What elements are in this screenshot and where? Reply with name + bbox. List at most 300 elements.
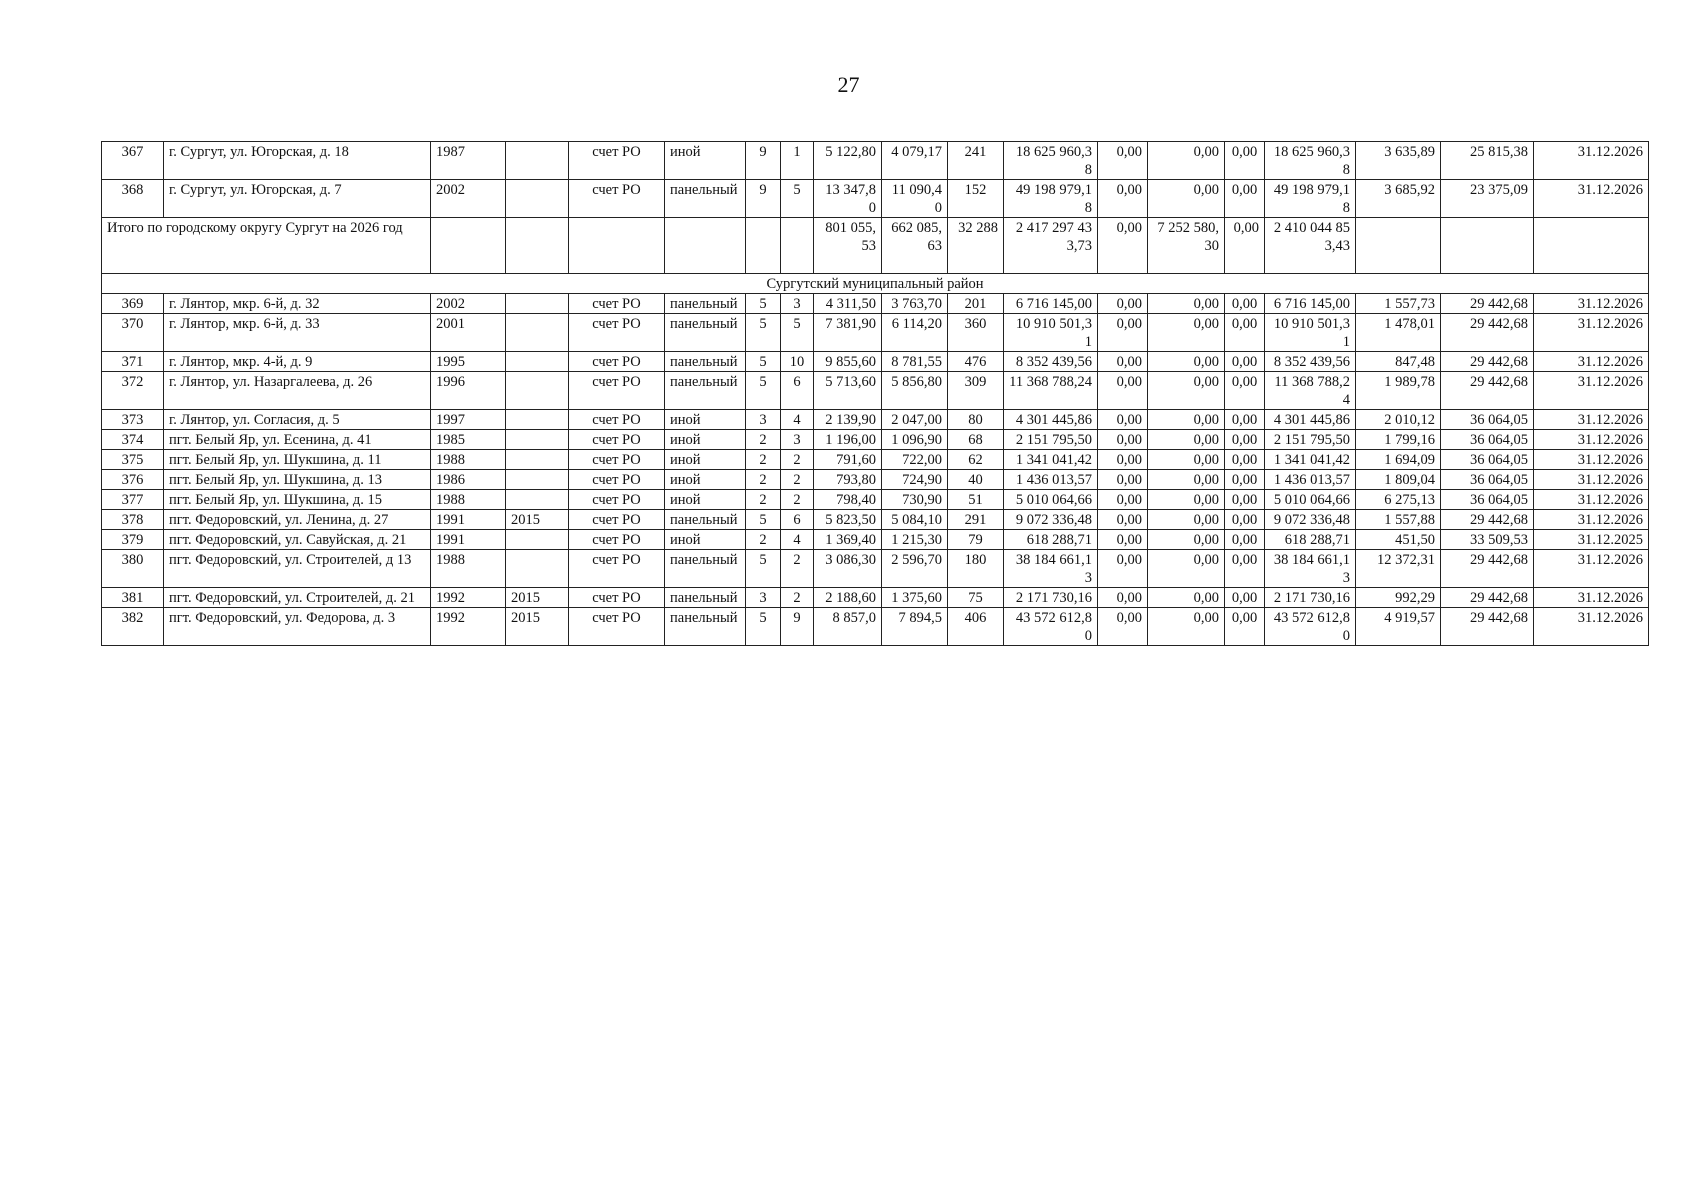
row-max-cost: 33 509,53	[1441, 530, 1534, 550]
row-material: панельный	[665, 510, 746, 530]
row-cost-budget: 0,00	[1148, 490, 1225, 510]
row-number: 377	[102, 490, 164, 510]
row-address: пгт. Белый Яр, ул. Есенина, д. 41	[164, 430, 431, 450]
row-area-living: 11 090,40	[882, 180, 948, 218]
row-area-living: 7 894,5	[882, 608, 948, 646]
row-residents: 360	[948, 314, 1004, 352]
row-area-living: 6 114,20	[882, 314, 948, 352]
row-max-cost: 36 064,05	[1441, 470, 1534, 490]
row-cost-fund: 0,00	[1098, 142, 1148, 180]
row-entrances: 2	[781, 490, 814, 510]
row-year-repair: 2015	[506, 608, 569, 646]
table-row	[102, 294, 1649, 314]
row-number: 371	[102, 352, 164, 372]
row-cost-fund: 0,00	[1098, 490, 1148, 510]
row-max-cost: 29 442,68	[1441, 608, 1534, 646]
row-cost-owners: 0,00	[1225, 314, 1265, 352]
row-max-cost: 29 442,68	[1441, 314, 1534, 352]
row-area-living: 722,00	[882, 450, 948, 470]
row-max-cost: 25 815,38	[1441, 142, 1534, 180]
row-area-living: 730,90	[882, 490, 948, 510]
row-year-repair: 2015	[506, 588, 569, 608]
row-max-cost: 29 442,68	[1441, 294, 1534, 314]
row-residents: 406	[948, 608, 1004, 646]
row-fund: счет РО	[569, 352, 665, 372]
row-area-living: 1 096,90	[882, 430, 948, 450]
row-max-cost: 36 064,05	[1441, 450, 1534, 470]
row-residents: 62	[948, 450, 1004, 470]
row-year: 1987	[431, 142, 506, 180]
row-spec-cost: 1 557,88	[1356, 510, 1441, 530]
row-address: г. Лянтор, мкр. 6-й, д. 32	[164, 294, 431, 314]
row-fund: счет РО	[569, 180, 665, 218]
table-row	[102, 430, 1649, 450]
row-material: иной	[665, 470, 746, 490]
row-year-repair	[506, 470, 569, 490]
row-cost-owners: 0,00	[1225, 352, 1265, 372]
row-cost-owners: 0,00	[1225, 510, 1265, 530]
row-fund: счет РО	[569, 530, 665, 550]
row-area-total: 798,40	[814, 490, 882, 510]
row-year: 2001	[431, 314, 506, 352]
row-number: 376	[102, 470, 164, 490]
row-fund: счет РО	[569, 510, 665, 530]
row-spec-cost: 992,29	[1356, 588, 1441, 608]
row-number: 372	[102, 372, 164, 410]
row-cost-fund: 0,00	[1098, 294, 1148, 314]
row-cost-budget: 0,00	[1148, 352, 1225, 372]
row-cost-total: 43 572 612,80	[1004, 608, 1098, 646]
row-cost-ro: 8 352 439,56	[1265, 352, 1356, 372]
row-spec-cost: 847,48	[1356, 352, 1441, 372]
row-area-living: 5 084,10	[882, 510, 948, 530]
total-cost-total: 2 417 297 433,73	[1004, 218, 1098, 274]
row-fund: счет РО	[569, 550, 665, 588]
row-cost-fund: 0,00	[1098, 510, 1148, 530]
row-entrances: 5	[781, 314, 814, 352]
row-cost-ro: 9 072 336,48	[1265, 510, 1356, 530]
row-area-living: 8 781,55	[882, 352, 948, 372]
table-row	[102, 372, 1649, 410]
row-year: 1996	[431, 372, 506, 410]
row-cost-owners: 0,00	[1225, 430, 1265, 450]
row-cost-total: 18 625 960,38	[1004, 142, 1098, 180]
row-cost-fund: 0,00	[1098, 180, 1148, 218]
row-floors: 3	[746, 410, 781, 430]
row-cost-ro: 43 572 612,80	[1265, 608, 1356, 646]
row-material: иной	[665, 490, 746, 510]
row-max-cost: 29 442,68	[1441, 352, 1534, 372]
row-residents: 51	[948, 490, 1004, 510]
row-area-living: 3 763,70	[882, 294, 948, 314]
row-cost-total: 38 184 661,13	[1004, 550, 1098, 588]
row-area-total: 1 369,40	[814, 530, 882, 550]
row-entrances: 5	[781, 180, 814, 218]
row-cost-fund: 0,00	[1098, 372, 1148, 410]
table-row	[102, 588, 1649, 608]
row-max-cost: 36 064,05	[1441, 490, 1534, 510]
row-cost-fund: 0,00	[1098, 314, 1148, 352]
row-fund: счет РО	[569, 314, 665, 352]
row-residents: 476	[948, 352, 1004, 372]
row-entrances: 9	[781, 608, 814, 646]
row-number: 368	[102, 180, 164, 218]
row-number: 379	[102, 530, 164, 550]
row-year-repair: 2015	[506, 510, 569, 530]
row-year: 1997	[431, 410, 506, 430]
row-cost-owners: 0,00	[1225, 550, 1265, 588]
row-address: пгт. Белый Яр, ул. Шукшина, д. 11	[164, 450, 431, 470]
row-cost-budget: 0,00	[1148, 588, 1225, 608]
row-spec-cost: 1 989,78	[1356, 372, 1441, 410]
row-residents: 80	[948, 410, 1004, 430]
row-year: 1988	[431, 550, 506, 588]
row-cost-total: 618 288,71	[1004, 530, 1098, 550]
row-material: панельный	[665, 588, 746, 608]
row-year-repair	[506, 410, 569, 430]
row-deadline: 31.12.2026	[1534, 372, 1649, 410]
row-area-living: 1 375,60	[882, 588, 948, 608]
total-area-total: 801 055,53	[814, 218, 882, 274]
row-entrances: 4	[781, 530, 814, 550]
row-cost-ro: 11 368 788,24	[1265, 372, 1356, 410]
row-entrances: 10	[781, 352, 814, 372]
row-fund: счет РО	[569, 490, 665, 510]
row-entrances: 1	[781, 142, 814, 180]
row-residents: 152	[948, 180, 1004, 218]
row-floors: 2	[746, 470, 781, 490]
row-deadline: 31.12.2026	[1534, 352, 1649, 372]
row-material: иной	[665, 530, 746, 550]
table-row	[102, 550, 1649, 588]
row-floors: 5	[746, 372, 781, 410]
row-area-living: 724,90	[882, 470, 948, 490]
total-cost-budget: 7 252 580,30	[1148, 218, 1225, 274]
table-row	[102, 142, 1649, 180]
row-cost-budget: 0,00	[1148, 510, 1225, 530]
row-year-repair	[506, 430, 569, 450]
row-number: 382	[102, 608, 164, 646]
row-spec-cost: 1 478,01	[1356, 314, 1441, 352]
row-cost-ro: 10 910 501,31	[1265, 314, 1356, 352]
row-address: пгт. Федоровский, ул. Строителей, д. 21	[164, 588, 431, 608]
row-spec-cost: 4 919,57	[1356, 608, 1441, 646]
row-cost-ro: 2 151 795,50	[1265, 430, 1356, 450]
row-max-cost: 29 442,68	[1441, 550, 1534, 588]
row-floors: 3	[746, 588, 781, 608]
row-area-living: 4 079,17	[882, 142, 948, 180]
row-entrances: 2	[781, 550, 814, 588]
row-material: панельный	[665, 372, 746, 410]
row-cost-owners: 0,00	[1225, 450, 1265, 470]
row-cost-total: 10 910 501,31	[1004, 314, 1098, 352]
surgut-city-rows	[102, 142, 1649, 218]
row-entrances: 2	[781, 450, 814, 470]
row-fund: счет РО	[569, 450, 665, 470]
row-cost-total: 1 341 041,42	[1004, 450, 1098, 470]
row-entrances: 3	[781, 430, 814, 450]
table-row	[102, 180, 1649, 218]
table-row	[102, 530, 1649, 550]
row-cost-ro: 6 716 145,00	[1265, 294, 1356, 314]
row-spec-cost: 3 635,89	[1356, 142, 1441, 180]
row-entrances: 2	[781, 588, 814, 608]
row-year: 1991	[431, 530, 506, 550]
row-cost-owners: 0,00	[1225, 470, 1265, 490]
row-material: панельный	[665, 608, 746, 646]
row-cost-owners: 0,00	[1225, 530, 1265, 550]
row-area-total: 793,80	[814, 470, 882, 490]
row-area-living: 1 215,30	[882, 530, 948, 550]
row-area-total: 5 823,50	[814, 510, 882, 530]
row-address: пгт. Федоровский, ул. Ленина, д. 27	[164, 510, 431, 530]
row-area-total: 13 347,80	[814, 180, 882, 218]
row-area-living: 2 047,00	[882, 410, 948, 430]
row-residents: 40	[948, 470, 1004, 490]
row-year-repair	[506, 294, 569, 314]
row-residents: 68	[948, 430, 1004, 450]
row-cost-ro: 5 010 064,66	[1265, 490, 1356, 510]
total-cost-owners: 0,00	[1225, 218, 1265, 274]
row-entrances: 6	[781, 372, 814, 410]
row-area-total: 9 855,60	[814, 352, 882, 372]
row-year-repair	[506, 530, 569, 550]
row-spec-cost: 1 694,09	[1356, 450, 1441, 470]
row-cost-ro: 49 198 979,18	[1265, 180, 1356, 218]
row-year-repair	[506, 490, 569, 510]
row-residents: 309	[948, 372, 1004, 410]
row-cost-fund: 0,00	[1098, 470, 1148, 490]
table-row	[102, 352, 1649, 372]
row-deadline: 31.12.2026	[1534, 470, 1649, 490]
row-year: 1988	[431, 490, 506, 510]
row-address: пгт. Белый Яр, ул. Шукшина, д. 13	[164, 470, 431, 490]
row-fund: счет РО	[569, 410, 665, 430]
table-row	[102, 470, 1649, 490]
row-material: иной	[665, 450, 746, 470]
row-cost-owners: 0,00	[1225, 588, 1265, 608]
row-floors: 2	[746, 530, 781, 550]
row-cost-budget: 0,00	[1148, 550, 1225, 588]
section-header-row	[102, 274, 1649, 294]
row-floors: 2	[746, 490, 781, 510]
row-deadline: 31.12.2026	[1534, 180, 1649, 218]
row-area-total: 3 086,30	[814, 550, 882, 588]
row-cost-budget: 0,00	[1148, 372, 1225, 410]
row-address: пгт. Федоровский, ул. Федорова, д. 3	[164, 608, 431, 646]
row-fund: счет РО	[569, 588, 665, 608]
row-area-total: 8 857,0	[814, 608, 882, 646]
row-cost-owners: 0,00	[1225, 180, 1265, 218]
row-residents: 241	[948, 142, 1004, 180]
row-deadline: 31.12.2026	[1534, 294, 1649, 314]
row-cost-fund: 0,00	[1098, 588, 1148, 608]
row-number: 374	[102, 430, 164, 450]
total-residents: 32 288	[948, 218, 1004, 274]
row-year: 1995	[431, 352, 506, 372]
row-cost-fund: 0,00	[1098, 550, 1148, 588]
row-area-living: 2 596,70	[882, 550, 948, 588]
row-cost-fund: 0,00	[1098, 530, 1148, 550]
row-address: г. Лянтор, мкр. 6-й, д. 33	[164, 314, 431, 352]
row-residents: 75	[948, 588, 1004, 608]
row-deadline: 31.12.2025	[1534, 530, 1649, 550]
row-floors: 2	[746, 450, 781, 470]
row-max-cost: 29 442,68	[1441, 510, 1534, 530]
row-spec-cost: 1 557,73	[1356, 294, 1441, 314]
row-year-repair	[506, 314, 569, 352]
row-fund: счет РО	[569, 430, 665, 450]
total-block	[102, 218, 1649, 294]
total-cost-fund: 0,00	[1098, 218, 1148, 274]
row-cost-fund: 0,00	[1098, 608, 1148, 646]
row-number: 370	[102, 314, 164, 352]
row-spec-cost: 12 372,31	[1356, 550, 1441, 588]
row-cost-ro: 1 341 041,42	[1265, 450, 1356, 470]
row-fund: счет РО	[569, 372, 665, 410]
section-title: Сургутский муниципальный район	[102, 274, 1649, 294]
row-cost-owners: 0,00	[1225, 294, 1265, 314]
row-spec-cost: 1 799,16	[1356, 430, 1441, 450]
row-cost-budget: 0,00	[1148, 470, 1225, 490]
row-cost-total: 5 010 064,66	[1004, 490, 1098, 510]
row-floors: 2	[746, 430, 781, 450]
row-cost-owners: 0,00	[1225, 490, 1265, 510]
row-spec-cost: 2 010,12	[1356, 410, 1441, 430]
row-cost-fund: 0,00	[1098, 410, 1148, 430]
row-address: пгт. Федоровский, ул. Строителей, д 13	[164, 550, 431, 588]
row-area-total: 2 139,90	[814, 410, 882, 430]
row-material: панельный	[665, 550, 746, 588]
row-material: панельный	[665, 314, 746, 352]
row-floors: 5	[746, 608, 781, 646]
row-area-total: 1 196,00	[814, 430, 882, 450]
housing-repair-table	[101, 141, 1649, 646]
row-cost-ro: 4 301 445,86	[1265, 410, 1356, 430]
row-cost-owners: 0,00	[1225, 410, 1265, 430]
row-entrances: 2	[781, 470, 814, 490]
row-area-living: 5 856,80	[882, 372, 948, 410]
row-cost-owners: 0,00	[1225, 608, 1265, 646]
row-cost-budget: 0,00	[1148, 450, 1225, 470]
row-floors: 9	[746, 142, 781, 180]
row-deadline: 31.12.2026	[1534, 430, 1649, 450]
row-cost-budget: 0,00	[1148, 608, 1225, 646]
row-address: пгт. Федоровский, ул. Савуйская, д. 21	[164, 530, 431, 550]
row-max-cost: 29 442,68	[1441, 372, 1534, 410]
row-area-total: 7 381,90	[814, 314, 882, 352]
row-cost-total: 49 198 979,18	[1004, 180, 1098, 218]
row-address: г. Сургут, ул. Югорская, д. 7	[164, 180, 431, 218]
total-area-living: 662 085,63	[882, 218, 948, 274]
row-area-total: 791,60	[814, 450, 882, 470]
table-row	[102, 410, 1649, 430]
row-entrances: 3	[781, 294, 814, 314]
row-max-cost: 36 064,05	[1441, 430, 1534, 450]
table-row	[102, 608, 1649, 646]
row-cost-ro: 38 184 661,13	[1265, 550, 1356, 588]
row-cost-total: 11 368 788,24	[1004, 372, 1098, 410]
row-floors: 5	[746, 550, 781, 588]
row-number: 373	[102, 410, 164, 430]
row-spec-cost: 6 275,13	[1356, 490, 1441, 510]
row-floors: 5	[746, 510, 781, 530]
row-cost-total: 2 151 795,50	[1004, 430, 1098, 450]
row-number: 367	[102, 142, 164, 180]
row-cost-ro: 2 171 730,16	[1265, 588, 1356, 608]
row-cost-budget: 0,00	[1148, 294, 1225, 314]
row-fund: счет РО	[569, 608, 665, 646]
row-cost-budget: 0,00	[1148, 410, 1225, 430]
total-row	[102, 218, 1649, 274]
row-cost-total: 1 436 013,57	[1004, 470, 1098, 490]
row-area-total: 5 122,80	[814, 142, 882, 180]
row-cost-budget: 0,00	[1148, 530, 1225, 550]
row-fund: счет РО	[569, 142, 665, 180]
row-address: г. Лянтор, ул. Назаргалеева, д. 26	[164, 372, 431, 410]
row-deadline: 31.12.2026	[1534, 142, 1649, 180]
row-cost-budget: 0,00	[1148, 180, 1225, 218]
total-cost-ro: 2 410 044 853,43	[1265, 218, 1356, 274]
row-residents: 180	[948, 550, 1004, 588]
row-fund: счет РО	[569, 294, 665, 314]
row-entrances: 6	[781, 510, 814, 530]
row-material: иной	[665, 142, 746, 180]
row-fund: счет РО	[569, 470, 665, 490]
row-area-total: 4 311,50	[814, 294, 882, 314]
row-area-total: 2 188,60	[814, 588, 882, 608]
row-cost-budget: 0,00	[1148, 314, 1225, 352]
row-area-total: 5 713,60	[814, 372, 882, 410]
row-cost-fund: 0,00	[1098, 450, 1148, 470]
row-year-repair	[506, 372, 569, 410]
row-floors: 5	[746, 314, 781, 352]
row-number: 369	[102, 294, 164, 314]
row-year-repair	[506, 352, 569, 372]
row-spec-cost: 1 809,04	[1356, 470, 1441, 490]
row-residents: 201	[948, 294, 1004, 314]
row-spec-cost: 3 685,92	[1356, 180, 1441, 218]
row-material: панельный	[665, 180, 746, 218]
row-floors: 9	[746, 180, 781, 218]
row-max-cost: 29 442,68	[1441, 588, 1534, 608]
row-cost-ro: 18 625 960,38	[1265, 142, 1356, 180]
row-number: 381	[102, 588, 164, 608]
row-residents: 79	[948, 530, 1004, 550]
table-row	[102, 314, 1649, 352]
row-address: г. Лянтор, ул. Согласия, д. 5	[164, 410, 431, 430]
row-max-cost: 36 064,05	[1441, 410, 1534, 430]
row-cost-owners: 0,00	[1225, 142, 1265, 180]
row-cost-total: 2 171 730,16	[1004, 588, 1098, 608]
row-year: 1988	[431, 450, 506, 470]
row-deadline: 31.12.2026	[1534, 608, 1649, 646]
row-floors: 5	[746, 352, 781, 372]
row-year: 2002	[431, 294, 506, 314]
row-year: 2002	[431, 180, 506, 218]
surgut-district-rows	[102, 294, 1649, 646]
row-number: 378	[102, 510, 164, 530]
row-cost-budget: 0,00	[1148, 142, 1225, 180]
row-year: 1991	[431, 510, 506, 530]
row-spec-cost: 451,50	[1356, 530, 1441, 550]
row-material: панельный	[665, 294, 746, 314]
row-address: пгт. Белый Яр, ул. Шукшина, д. 15	[164, 490, 431, 510]
row-deadline: 31.12.2026	[1534, 588, 1649, 608]
row-deadline: 31.12.2026	[1534, 450, 1649, 470]
row-year-repair	[506, 180, 569, 218]
row-entrances: 4	[781, 410, 814, 430]
